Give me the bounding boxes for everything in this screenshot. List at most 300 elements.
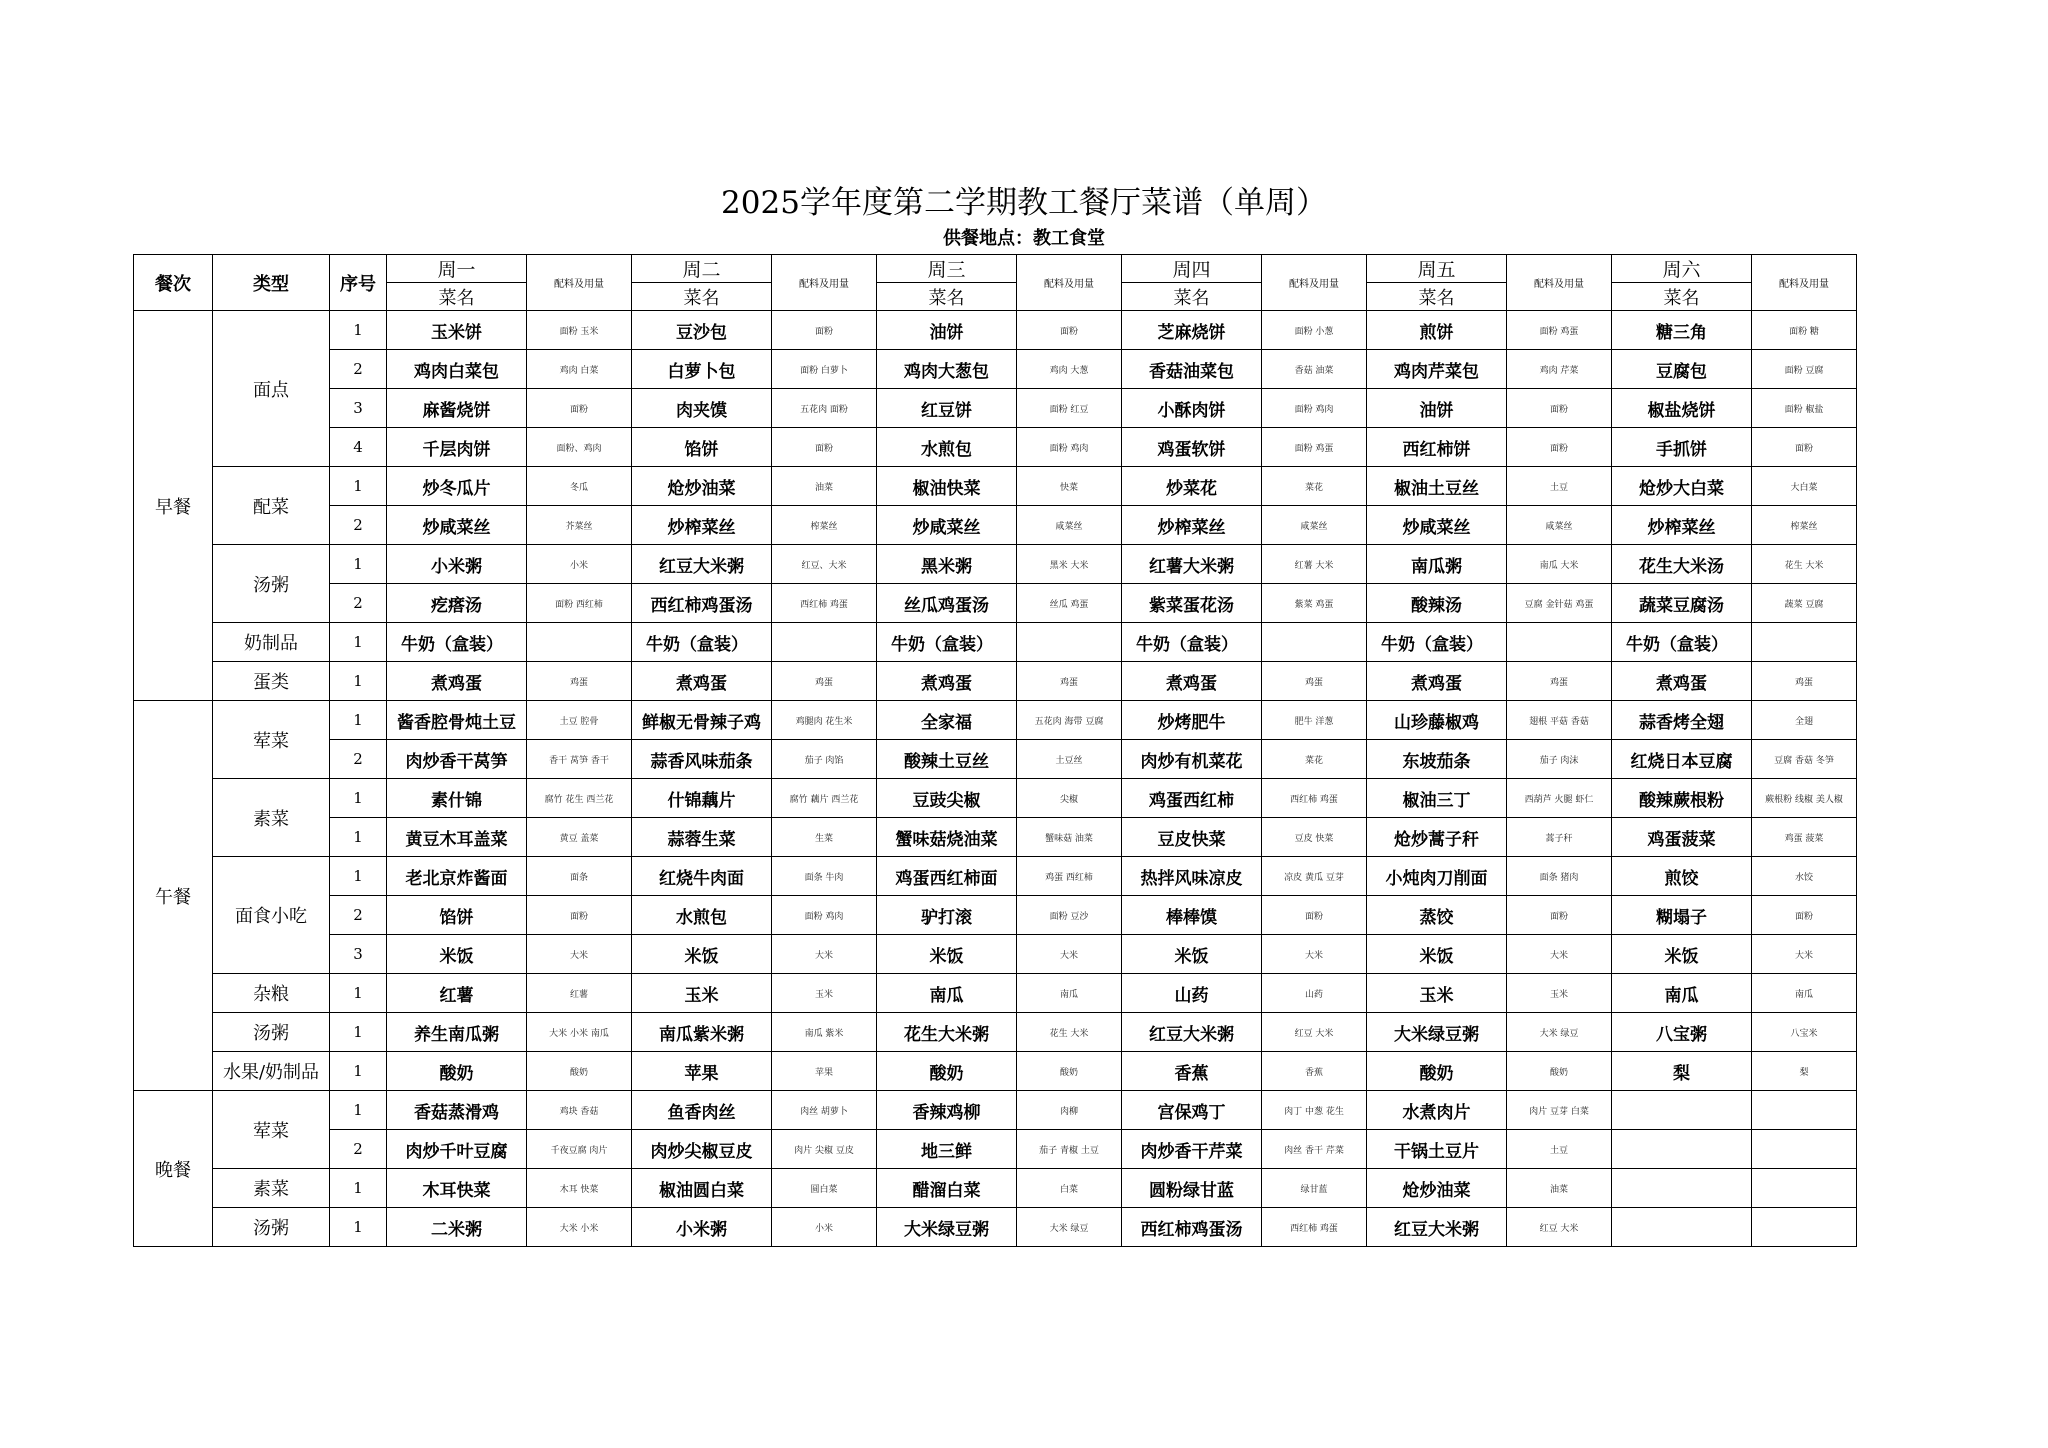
dish-ingredients: 五花肉 面粉 (772, 389, 877, 428)
row-seq: 1 (330, 1052, 387, 1091)
dish-name: 水煎包 (877, 428, 1017, 467)
dish-ingredients: 菜花 (1262, 467, 1367, 506)
dish-ingredients: 香干 莴笋 香干 (527, 740, 632, 779)
dish-ingredients: 面粉 (1262, 896, 1367, 935)
dish-name: 黑米粥 (877, 545, 1017, 584)
header-ingredient-label: 配料及用量 (527, 255, 632, 311)
dish-name: 炝炒蒿子秆 (1367, 818, 1507, 857)
dish-name: 肉炒香干芹菜 (1122, 1130, 1262, 1169)
dish-name: 肉炒千叶豆腐 (387, 1130, 527, 1169)
category-name: 奶制品 (213, 623, 330, 662)
dish-name: 肉炒香干莴笋 (387, 740, 527, 779)
header-dish-label: 菜名 (1122, 283, 1262, 311)
category-name: 面点 (213, 311, 330, 467)
dish-name: 鸡肉大葱包 (877, 350, 1017, 389)
dish-ingredients: 面粉 鸡肉 (1262, 389, 1367, 428)
page-title: 2025学年度第二学期教工餐厅菜谱（单周） (721, 185, 1327, 221)
table-row (134, 428, 1857, 467)
dish-name: 西红柿鸡蛋汤 (1122, 1208, 1262, 1247)
header-ingredient-label: 配料及用量 (1507, 255, 1612, 311)
dish-ingredients: 大米 (1752, 935, 1857, 974)
dish-ingredients: 快菜 (1017, 467, 1122, 506)
category-name: 荤菜 (213, 701, 330, 779)
table-row (134, 1169, 1857, 1208)
dish-name: 蒜蓉生菜 (632, 818, 772, 857)
dish-ingredients: 木耳 快菜 (527, 1169, 632, 1208)
dish-ingredients: 面粉 (1017, 311, 1122, 350)
header-ingredient-label: 配料及用量 (1017, 255, 1122, 311)
row-seq: 3 (330, 935, 387, 974)
dish-name: 素什锦 (387, 779, 527, 818)
dish-ingredients: 大米 小米 南瓜 (527, 1013, 632, 1052)
dish-ingredients: 面粉 (1752, 896, 1857, 935)
dish-name: 米饭 (387, 935, 527, 974)
dish-name: 酸辣汤 (1367, 584, 1507, 623)
dish-name: 蒜香烤全翅 (1612, 701, 1752, 740)
dish-name: 香辣鸡柳 (877, 1091, 1017, 1130)
dish-name: 什锦藕片 (632, 779, 772, 818)
table-row (134, 1130, 1857, 1169)
dish-ingredients: 面粉 玉米 (527, 311, 632, 350)
dish-ingredients: 玉米 (1507, 974, 1612, 1013)
dish-ingredients: 面粉、鸡肉 (527, 428, 632, 467)
dish-name: 南瓜粥 (1367, 545, 1507, 584)
dish-name: 梨 (1612, 1052, 1752, 1091)
row-seq: 1 (330, 1091, 387, 1130)
dish-name: 牛奶（盒装） (1612, 623, 1752, 662)
dish-name: 煮鸡蛋 (877, 662, 1017, 701)
dish-ingredients: 芥菜丝 (527, 506, 632, 545)
dish-ingredients: 鸡块 香菇 (527, 1091, 632, 1130)
dish-ingredients (1752, 1091, 1857, 1130)
dish-ingredients: 蒿子秆 (1507, 818, 1612, 857)
header-day: 周三 (877, 255, 1017, 283)
dish-ingredients: 鸡蛋 (1752, 662, 1857, 701)
dish-name: 牛奶（盒装） (1122, 623, 1262, 662)
dish-ingredients: 玉米 (772, 974, 877, 1013)
category-name: 荤菜 (213, 1091, 330, 1169)
dish-name: 二米粥 (387, 1208, 527, 1247)
row-seq: 1 (330, 701, 387, 740)
table-row (134, 701, 1857, 740)
dish-ingredients (1017, 623, 1122, 662)
dish-ingredients: 大米 (1507, 935, 1612, 974)
dish-name: 水煎包 (632, 896, 772, 935)
dish-ingredients (1752, 623, 1857, 662)
header-ingredient-label: 配料及用量 (772, 255, 877, 311)
dish-name: 煎饺 (1612, 857, 1752, 896)
dish-name: 煮鸡蛋 (1612, 662, 1752, 701)
table-row (134, 506, 1857, 545)
dish-name: 西红柿饼 (1367, 428, 1507, 467)
dish-ingredients: 面粉 鸡肉 (1017, 428, 1122, 467)
dish-ingredients: 面粉 (1752, 428, 1857, 467)
dish-name: 红薯大米粥 (1122, 545, 1262, 584)
dish-name: 肉炒有机菜花 (1122, 740, 1262, 779)
table-row (134, 389, 1857, 428)
dish-name: 酱香腔骨炖土豆 (387, 701, 527, 740)
dish-ingredients: 榨菜丝 (1752, 506, 1857, 545)
dish-name: 炒榨菜丝 (1612, 506, 1752, 545)
dish-ingredients: 香菇 油菜 (1262, 350, 1367, 389)
dish-name: 豆皮快菜 (1122, 818, 1262, 857)
dish-ingredients: 红豆 大米 (1507, 1208, 1612, 1247)
header-meal: 餐次 (134, 255, 213, 311)
dish-ingredients: 肉片 尖椒 豆皮 (772, 1130, 877, 1169)
table-row (134, 662, 1857, 701)
dish-ingredients: 五花肉 海带 豆腐 (1017, 701, 1122, 740)
dish-ingredients: 西红柿 鸡蛋 (772, 584, 877, 623)
dish-name: 鸡蛋菠菜 (1612, 818, 1752, 857)
dish-name: 鱼香肉丝 (632, 1091, 772, 1130)
dish-name: 红豆大米粥 (1122, 1013, 1262, 1052)
dish-name: 棒棒馍 (1122, 896, 1262, 935)
dish-ingredients: 鸡蛋 西红柿 (1017, 857, 1122, 896)
row-seq: 1 (330, 662, 387, 701)
dish-ingredients: 咸菜丝 (1017, 506, 1122, 545)
dish-name: 鸡蛋软饼 (1122, 428, 1262, 467)
row-seq: 2 (330, 506, 387, 545)
dish-ingredients: 肉丝 香干 芹菜 (1262, 1130, 1367, 1169)
dish-ingredients: 千夜豆腐 肉片 (527, 1130, 632, 1169)
dish-ingredients: 土豆丝 (1017, 740, 1122, 779)
dish-name: 全家福 (877, 701, 1017, 740)
dish-name: 地三鲜 (877, 1130, 1017, 1169)
header-day: 周二 (632, 255, 772, 283)
dish-ingredients: 土豆 腔骨 (527, 701, 632, 740)
dish-ingredients: 蔬菜 豆腐 (1752, 584, 1857, 623)
dish-ingredients: 冬瓜 (527, 467, 632, 506)
dish-name: 疙瘩汤 (387, 584, 527, 623)
dish-name: 西红柿鸡蛋汤 (632, 584, 772, 623)
dish-name: 红烧日本豆腐 (1612, 740, 1752, 779)
dish-name: 老北京炸酱面 (387, 857, 527, 896)
dish-ingredients: 腐竹 藕片 西兰花 (772, 779, 877, 818)
dish-name: 酸辣蕨根粉 (1612, 779, 1752, 818)
meal-name: 午餐 (134, 701, 213, 1091)
table-row (134, 740, 1857, 779)
dish-name: 米饭 (877, 935, 1017, 974)
dish-name: 大米绿豆粥 (1367, 1013, 1507, 1052)
dish-name: 红豆大米粥 (632, 545, 772, 584)
dish-ingredients: 大米 (1017, 935, 1122, 974)
dish-name (1612, 1130, 1752, 1169)
dish-ingredients (1507, 623, 1612, 662)
dish-name: 黄豆木耳盖菜 (387, 818, 527, 857)
dish-name: 红豆大米粥 (1367, 1208, 1507, 1247)
dish-ingredients: 小米 (772, 1208, 877, 1247)
dish-ingredients: 面粉 糖 (1752, 311, 1857, 350)
dish-ingredients: 丝瓜 鸡蛋 (1017, 584, 1122, 623)
dish-ingredients: 面粉 鸡蛋 (1262, 428, 1367, 467)
dish-ingredients: 大米 (527, 935, 632, 974)
dish-ingredients: 红豆 大米 (1262, 1013, 1367, 1052)
dish-name: 糊塌子 (1612, 896, 1752, 935)
dish-name: 炝炒大白菜 (1612, 467, 1752, 506)
dish-ingredients: 面粉 (1507, 428, 1612, 467)
dish-name: 手抓饼 (1612, 428, 1752, 467)
table-row (134, 974, 1857, 1013)
dish-name: 鸡蛋西红柿面 (877, 857, 1017, 896)
dish-ingredients: 花生 大米 (1752, 545, 1857, 584)
dish-ingredients: 油菜 (772, 467, 877, 506)
dish-ingredients: 大米 (1262, 935, 1367, 974)
row-seq: 2 (330, 350, 387, 389)
dish-ingredients: 面条 猪肉 (1507, 857, 1612, 896)
dish-name: 蔬菜豆腐汤 (1612, 584, 1752, 623)
dish-name: 酸奶 (1367, 1052, 1507, 1091)
menu-table (133, 254, 1857, 1247)
dish-ingredients: 面粉 鸡肉 (772, 896, 877, 935)
header-dish-label: 菜名 (1367, 283, 1507, 311)
dish-name: 小酥肉饼 (1122, 389, 1262, 428)
header-dish-label: 菜名 (632, 283, 772, 311)
dish-ingredients: 大米 小米 (527, 1208, 632, 1247)
dish-name: 鸡肉白菜包 (387, 350, 527, 389)
row-seq: 1 (330, 974, 387, 1013)
page-subtitle: 供餐地点：教工食堂 (943, 228, 1105, 249)
dish-name: 蒸饺 (1367, 896, 1507, 935)
category-name: 杂粮 (213, 974, 330, 1013)
dish-name: 油饼 (1367, 389, 1507, 428)
dish-name: 苹果 (632, 1052, 772, 1091)
dish-name: 红薯 (387, 974, 527, 1013)
dish-name: 热拌风味凉皮 (1122, 857, 1262, 896)
dish-ingredients: 白菜 (1017, 1169, 1122, 1208)
dish-name: 玉米饼 (387, 311, 527, 350)
dish-ingredients: 黑米 大米 (1017, 545, 1122, 584)
dish-ingredients: 面粉 豆沙 (1017, 896, 1122, 935)
dish-ingredients: 鸡腿肉 花生米 (772, 701, 877, 740)
dish-ingredients: 酸奶 (1017, 1052, 1122, 1091)
dish-name: 炒榨菜丝 (1122, 506, 1262, 545)
table-row (134, 935, 1857, 974)
dish-ingredients: 绿甘蓝 (1262, 1169, 1367, 1208)
table-row (134, 857, 1857, 896)
dish-name: 木耳快菜 (387, 1169, 527, 1208)
header-ingredient-label: 配料及用量 (1262, 255, 1367, 311)
dish-ingredients: 大米 绿豆 (1017, 1208, 1122, 1247)
header-day: 周五 (1367, 255, 1507, 283)
dish-name: 牛奶（盒装） (632, 623, 772, 662)
dish-name: 红烧牛肉面 (632, 857, 772, 896)
dish-ingredients: 肉丁 中葱 花生 (1262, 1091, 1367, 1130)
table-row (134, 779, 1857, 818)
header-dish-label: 菜名 (877, 283, 1017, 311)
dish-ingredients: 鸡肉 芹菜 (1507, 350, 1612, 389)
dish-name: 煮鸡蛋 (1122, 662, 1262, 701)
dish-ingredients: 鸡肉 白菜 (527, 350, 632, 389)
dish-ingredients: 南瓜 (1017, 974, 1122, 1013)
dish-ingredients: 鸡肉 大葱 (1017, 350, 1122, 389)
dish-name: 炒冬瓜片 (387, 467, 527, 506)
dish-ingredients: 面粉 小葱 (1262, 311, 1367, 350)
dish-name: 香菇油菜包 (1122, 350, 1262, 389)
dish-ingredients: 红豆、大米 (772, 545, 877, 584)
category-name: 汤粥 (213, 545, 330, 623)
table-row (134, 623, 1857, 662)
dish-ingredients: 南瓜 紫米 (772, 1013, 877, 1052)
category-name: 蛋类 (213, 662, 330, 701)
row-seq: 2 (330, 1130, 387, 1169)
dish-name: 红豆饼 (877, 389, 1017, 428)
row-seq: 3 (330, 389, 387, 428)
header-dish-label: 菜名 (1612, 283, 1752, 311)
dish-name: 豆豉尖椒 (877, 779, 1017, 818)
dish-name: 椒油快菜 (877, 467, 1017, 506)
dish-name: 醋溜白菜 (877, 1169, 1017, 1208)
meal-name: 晚餐 (134, 1091, 213, 1247)
table-row (134, 1052, 1857, 1091)
row-seq: 4 (330, 428, 387, 467)
dish-name: 椒油三丁 (1367, 779, 1507, 818)
dish-ingredients: 鸡蛋 (1017, 662, 1122, 701)
dish-name: 馅饼 (387, 896, 527, 935)
row-seq: 1 (330, 1013, 387, 1052)
dish-name: 千层肉饼 (387, 428, 527, 467)
dish-ingredients: 酸奶 (1507, 1052, 1612, 1091)
dish-ingredients: 鸡蛋 菠菜 (1752, 818, 1857, 857)
dish-ingredients: 蕨根粉 线椒 美人椒 (1752, 779, 1857, 818)
dish-ingredients: 花生 大米 (1017, 1013, 1122, 1052)
dish-name (1612, 1091, 1752, 1130)
dish-name: 煎饼 (1367, 311, 1507, 350)
table-row (134, 1013, 1857, 1052)
dish-name: 蟹味菇烧油菜 (877, 818, 1017, 857)
dish-ingredients: 南瓜 大米 (1507, 545, 1612, 584)
dish-name: 小米粥 (387, 545, 527, 584)
dish-ingredients: 南瓜 (1752, 974, 1857, 1013)
dish-ingredients: 凉皮 黄瓜 豆芽 (1262, 857, 1367, 896)
dish-name: 酸奶 (387, 1052, 527, 1091)
dish-ingredients: 大米 (772, 935, 877, 974)
dish-name: 牛奶（盒装） (877, 623, 1017, 662)
category-name: 配菜 (213, 467, 330, 545)
dish-ingredients: 肉片 豆芽 白菜 (1507, 1091, 1612, 1130)
dish-name: 米饭 (632, 935, 772, 974)
dish-ingredients: 面粉 (527, 389, 632, 428)
dish-ingredients: 鸡蛋 (772, 662, 877, 701)
dish-name: 小炖肉刀削面 (1367, 857, 1507, 896)
dish-name: 炒榨菜丝 (632, 506, 772, 545)
dish-name: 糖三角 (1612, 311, 1752, 350)
dish-ingredients: 豆腐 香菇 冬笋 (1752, 740, 1857, 779)
dish-name: 玉米 (1367, 974, 1507, 1013)
dish-ingredients: 面粉 鸡蛋 (1507, 311, 1612, 350)
category-name: 面食小吃 (213, 857, 330, 974)
dish-name: 豆沙包 (632, 311, 772, 350)
dish-ingredients: 面粉 (772, 428, 877, 467)
table-row (134, 350, 1857, 389)
dish-ingredients: 鸡蛋 (1507, 662, 1612, 701)
dish-name: 水煮肉片 (1367, 1091, 1507, 1130)
dish-ingredients: 面粉 西红柿 (527, 584, 632, 623)
header-dish-label: 菜名 (387, 283, 527, 311)
dish-name: 驴打滚 (877, 896, 1017, 935)
dish-name: 煮鸡蛋 (632, 662, 772, 701)
table-row (134, 467, 1857, 506)
dish-name: 牛奶（盒装） (1367, 623, 1507, 662)
dish-name: 香蕉 (1122, 1052, 1262, 1091)
dish-ingredients: 翅根 平菇 香菇 (1507, 701, 1612, 740)
dish-name: 煮鸡蛋 (387, 662, 527, 701)
dish-name: 白萝卜包 (632, 350, 772, 389)
category-name: 素菜 (213, 779, 330, 857)
table-row (134, 818, 1857, 857)
header-day: 周一 (387, 255, 527, 283)
row-seq: 1 (330, 779, 387, 818)
dish-name: 米饭 (1122, 935, 1262, 974)
dish-ingredients: 酸奶 (527, 1052, 632, 1091)
dish-name: 油饼 (877, 311, 1017, 350)
table-row (134, 545, 1857, 584)
dish-ingredients: 肉柳 (1017, 1091, 1122, 1130)
dish-name: 宫保鸡丁 (1122, 1091, 1262, 1130)
row-seq: 2 (330, 896, 387, 935)
dish-ingredients: 面粉 (772, 311, 877, 350)
header-ingredient-label: 配料及用量 (1752, 255, 1857, 311)
dish-name (1612, 1169, 1752, 1208)
dish-name: 大米绿豆粥 (877, 1208, 1017, 1247)
dish-ingredients: 面条 牛肉 (772, 857, 877, 896)
dish-ingredients: 尖椒 (1017, 779, 1122, 818)
dish-ingredients: 腐竹 花生 西兰花 (527, 779, 632, 818)
dish-ingredients: 小米 (527, 545, 632, 584)
dish-ingredients: 全翅 (1752, 701, 1857, 740)
dish-ingredients: 面条 (527, 857, 632, 896)
dish-ingredients: 鸡蛋 (1262, 662, 1367, 701)
dish-ingredients: 紫菜 鸡蛋 (1262, 584, 1367, 623)
category-name: 汤粥 (213, 1208, 330, 1247)
dish-ingredients: 香蕉 (1262, 1052, 1367, 1091)
dish-ingredients: 咸菜丝 (1507, 506, 1612, 545)
row-seq: 1 (330, 857, 387, 896)
dish-name: 炒咸菜丝 (387, 506, 527, 545)
dish-ingredients (1752, 1208, 1857, 1247)
dish-ingredients: 生菜 (772, 818, 877, 857)
table-row (134, 1091, 1857, 1130)
dish-name: 南瓜 (1612, 974, 1752, 1013)
dish-name: 紫菜蛋花汤 (1122, 584, 1262, 623)
dish-name: 香菇蒸滑鸡 (387, 1091, 527, 1130)
dish-name: 炒咸菜丝 (1367, 506, 1507, 545)
category-name: 素菜 (213, 1169, 330, 1208)
dish-name: 丝瓜鸡蛋汤 (877, 584, 1017, 623)
header-seq: 序号 (330, 255, 387, 311)
dish-ingredients (527, 623, 632, 662)
dish-name: 肉夹馍 (632, 389, 772, 428)
dish-ingredients: 肉丝 胡萝卜 (772, 1091, 877, 1130)
dish-ingredients: 大白菜 (1752, 467, 1857, 506)
category-name: 水果/奶制品 (213, 1052, 330, 1091)
dish-ingredients: 茄子 肉沫 (1507, 740, 1612, 779)
table-row (134, 311, 1857, 350)
dish-ingredients (1752, 1130, 1857, 1169)
dish-name: 米饭 (1367, 935, 1507, 974)
dish-ingredients: 肥牛 洋葱 (1262, 701, 1367, 740)
dish-name: 椒盐烧饼 (1612, 389, 1752, 428)
dish-ingredients (1752, 1169, 1857, 1208)
dish-name: 山珍藤椒鸡 (1367, 701, 1507, 740)
dish-ingredients: 菜花 (1262, 740, 1367, 779)
dish-name: 馅饼 (632, 428, 772, 467)
dish-name: 酸辣土豆丝 (877, 740, 1017, 779)
dish-ingredients: 豆皮 快菜 (1262, 818, 1367, 857)
dish-name: 鸡蛋西红柿 (1122, 779, 1262, 818)
dish-ingredients: 八宝米 (1752, 1013, 1857, 1052)
dish-ingredients: 茄子 青椒 土豆 (1017, 1130, 1122, 1169)
dish-ingredients: 水饺 (1752, 857, 1857, 896)
